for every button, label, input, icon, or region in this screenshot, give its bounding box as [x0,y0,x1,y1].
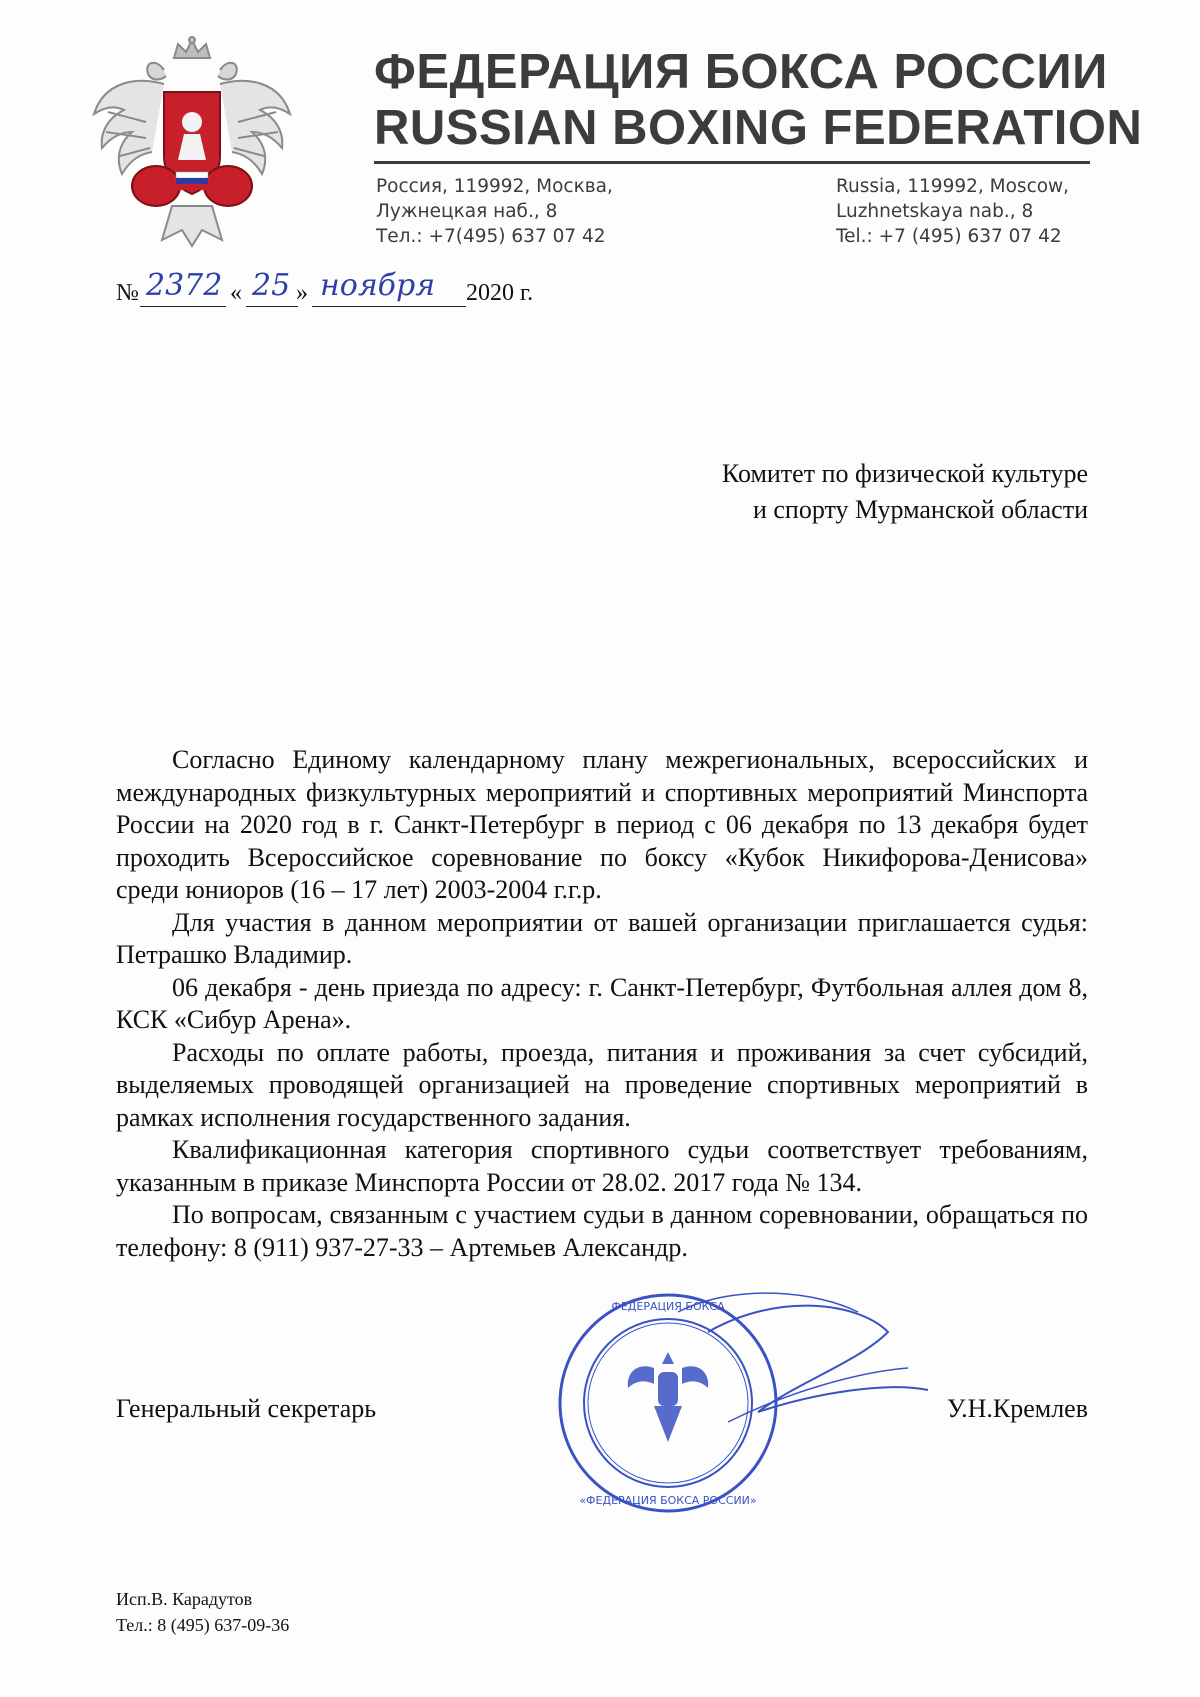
day-underline [246,306,298,307]
body-paragraph: Расходы по оплате работы, проезда, питания и проживания за счет субсидий, выделяемых проводящей организацией на проведение спортивных мероприятий в рамках исполнения государственного задания. [116,1037,1088,1132]
addressee-line: Комитет по физической культуре [721,459,1088,488]
body-paragraph: Согласно Единому календарному плану межрегиональных, всероссийских и международных физкультурных мероприятий и спортивных мероприятий Минспорта России на 2020 год в г. Санкт-Петербург в период с 06 декабря по 13 декабря будет проходить Всероссийское соревнование по боксу «Кубок Никифорова-Денисова» среди юниоров (16 – 17 лет) 2003-2004 г.г.р. [116,745,1088,904]
signer-position: Генеральный секретарь [116,1394,377,1423]
year-label: 2020 г. [466,280,534,306]
number-sign: № [116,280,139,306]
number-underline [140,306,226,307]
body-paragraph: Для участия в данном мероприятии от вашей организации приглашается судья: Петрашко Владимир. [116,907,1088,969]
phone-line: Tel.: +7 (495) 637 07 42 [836,226,1062,247]
header-divider [374,161,1090,164]
body-paragraph: Квалификационная категория спортивного судьи соответствует требованиям, указанным в приказе Минспорта России от 28.02. 2017 года № 134. [116,1135,1088,1197]
body-paragraph: По вопросам, связанным с участием судьи в данном соревновании, обращаться по телефону: 8 (911) 937-27-33 – Артемьев Александр. [116,1200,1088,1262]
quote-close: » [296,280,308,306]
letter-body [116,744,1088,1264]
executor-name: Исп.В. Карадутов [116,1589,253,1609]
address-russian [376,174,613,249]
signer-name: У.Н.Кремлев [946,1394,1088,1423]
official-stamp-icon [558,1272,938,1534]
address-line: Россия, 119992, Москва, [376,176,613,197]
address-english [836,174,1069,249]
handwritten-day: 25 [252,268,291,303]
address-line: Лужнецкая наб., 8 [376,201,558,222]
address-line: Russia, 119992, Moscow, [836,176,1070,197]
handwritten-number: 2372 [146,268,223,303]
executor-phone: Тел.: 8 (495) 637-09-36 [116,1615,290,1635]
stamp-text-top: ФЕДЕРАЦИЯ БОКСА [611,1300,725,1313]
handwritten-month: ноября [320,268,436,303]
stamp-text-bottom: «ФЕДЕРАЦИЯ БОКСА РОССИИ» [579,1494,757,1507]
title-english: RUSSIAN BOXING FEDERATION [374,101,1143,155]
body-paragraph: 06 декабря - день приезда по адресу: г. Санкт-Петербург, Футбольная аллея дом 8, КСК «Сибур Арена». [116,972,1088,1034]
month-underline [312,306,466,307]
organization-title [374,44,1143,156]
quote-open: « [230,280,242,306]
title-russian: ФЕДЕРАЦИЯ БОКСА РОССИИ [374,45,1108,99]
federation-emblem-icon [86,36,298,248]
registration-line [116,268,636,316]
addressee-line: и спорту Мурманской области [752,495,1088,524]
address-line: Luzhnetskaya nab., 8 [836,201,1034,222]
executor-block [116,1586,289,1638]
addressee-block [722,456,1088,528]
phone-line: Тел.: +7(495) 637 07 42 [376,226,606,247]
